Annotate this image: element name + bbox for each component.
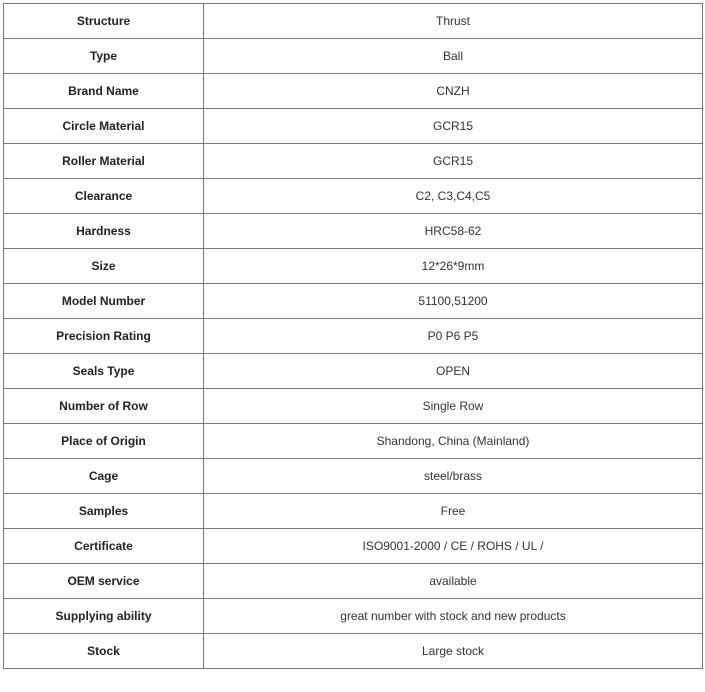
spec-label: Certificate (4, 529, 204, 564)
spec-label: Stock (4, 634, 204, 669)
spec-label: Hardness (4, 214, 204, 249)
table-row (4, 599, 703, 634)
spec-label: Brand Name (4, 74, 204, 109)
spec-label: Model Number (4, 284, 204, 319)
spec-label: Seals Type (4, 354, 204, 389)
table-row (4, 284, 703, 319)
spec-label: Type (4, 39, 204, 74)
table-row (4, 354, 703, 389)
spec-label: Number of Row (4, 389, 204, 424)
spec-value: steel/brass (204, 459, 703, 494)
table-row (4, 494, 703, 529)
table-row (4, 109, 703, 144)
spec-label: Circle Material (4, 109, 204, 144)
spec-label: Samples (4, 494, 204, 529)
spec-label: OEM service (4, 564, 204, 599)
spec-table-body (4, 4, 703, 669)
spec-value: CNZH (204, 74, 703, 109)
spec-table (3, 3, 703, 669)
table-row (4, 564, 703, 599)
table-row (4, 634, 703, 669)
spec-value: 51100,51200 (204, 284, 703, 319)
spec-label: Structure (4, 4, 204, 39)
spec-value: GCR15 (204, 144, 703, 179)
spec-label: Roller Material (4, 144, 204, 179)
spec-label: Cage (4, 459, 204, 494)
table-row (4, 249, 703, 284)
table-row (4, 319, 703, 354)
spec-value: GCR15 (204, 109, 703, 144)
table-row (4, 459, 703, 494)
table-row (4, 74, 703, 109)
spec-value: Free (204, 494, 703, 529)
spec-value: Single Row (204, 389, 703, 424)
table-row (4, 144, 703, 179)
spec-value: Shandong, China (Mainland) (204, 424, 703, 459)
table-row (4, 4, 703, 39)
table-row (4, 424, 703, 459)
spec-label: Precision Rating (4, 319, 204, 354)
spec-value: Ball (204, 39, 703, 74)
spec-label: Supplying ability (4, 599, 204, 634)
spec-value: ISO9001-2000 / CE / ROHS / UL / (204, 529, 703, 564)
table-row (4, 39, 703, 74)
spec-value: OPEN (204, 354, 703, 389)
table-row (4, 179, 703, 214)
table-row (4, 214, 703, 249)
spec-label: Clearance (4, 179, 204, 214)
spec-value: Large stock (204, 634, 703, 669)
spec-value: P0 P6 P5 (204, 319, 703, 354)
spec-value: 12*26*9mm (204, 249, 703, 284)
table-row (4, 389, 703, 424)
table-row (4, 529, 703, 564)
spec-value: Thrust (204, 4, 703, 39)
spec-label: Size (4, 249, 204, 284)
spec-value: great number with stock and new products (204, 599, 703, 634)
spec-value: HRC58-62 (204, 214, 703, 249)
spec-value: C2, C3,C4,C5 (204, 179, 703, 214)
spec-label: Place of Origin (4, 424, 204, 459)
spec-value: available (204, 564, 703, 599)
